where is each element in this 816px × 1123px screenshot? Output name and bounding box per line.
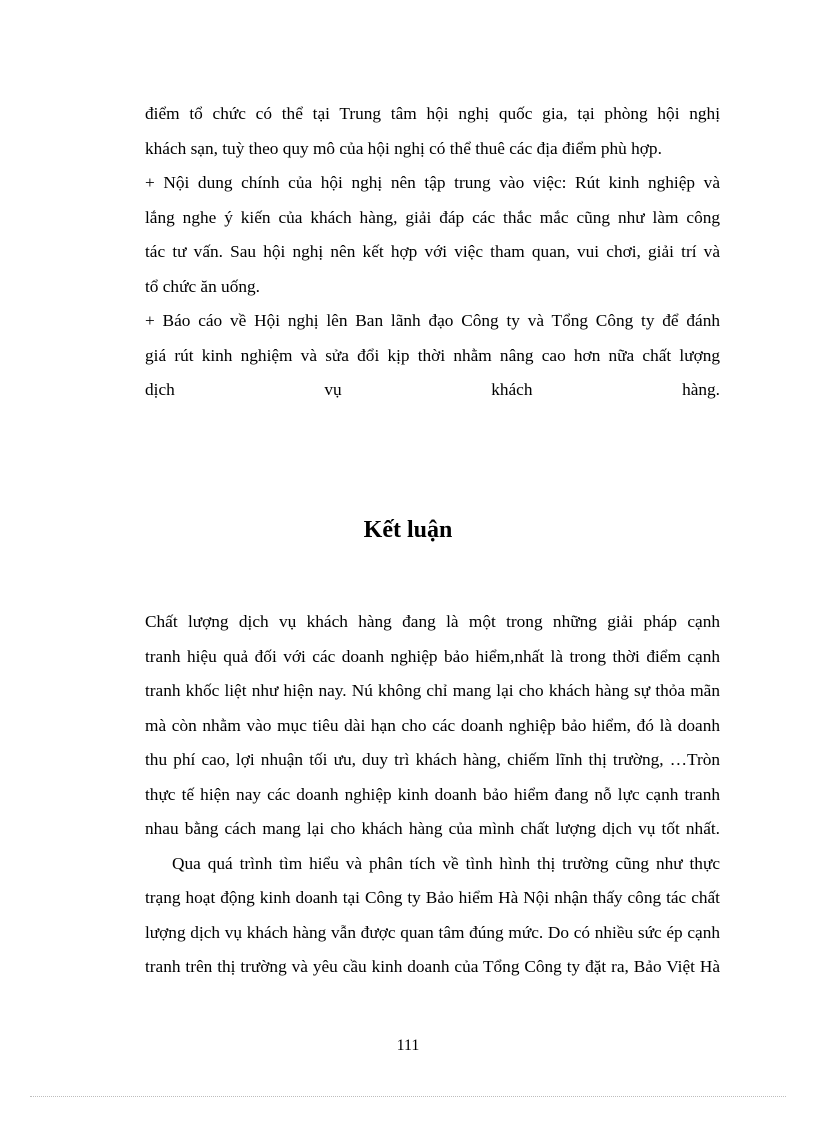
text-line: Chất lượng dịch vụ khách hàng đang là một trong những giải pháp cạnh: [145, 612, 720, 631]
page-bottom-divider: [30, 1096, 786, 1097]
conclusion-text: [145, 605, 720, 985]
text-line: + Nội dung chính của hội nghị nên tập trung vào việc: Rút kinh nghiệp và: [145, 173, 720, 192]
text-line: mà còn nhằm vào mục tiêu dài hạn cho các doanh nghiệp bảo hiểm, đó là doanh: [145, 715, 720, 735]
text-line: tranh khốc liệt như hiện nay. Nú không chỉ mang lại cho khách hàng sự thỏa mãn: [145, 681, 720, 700]
text-line: nhau bằng cách mang lại cho khách hàng của mình chất lượng dịch vụ tốt nhất.: [145, 819, 720, 838]
text-line: lắng nghe ý kiến của khách hàng, giải đáp các thắc mắc cũng như làm công: [145, 207, 720, 227]
text-line: + Báo cáo về Hội nghị lên Ban lãnh đạo Công ty và Tổng Công ty để đánh: [145, 311, 720, 330]
text-line: Qua quá trình tìm hiểu và phân tích về tình hình thị trường cũng như thực: [172, 853, 720, 873]
page-number: 111: [396, 1037, 420, 1054]
text-line: tổ chức ăn uống.: [145, 276, 260, 296]
text-line: lượng dịch vụ khách hàng vẫn được quan tâm đúng mức. Do có nhiều sức ép cạnh: [145, 922, 720, 942]
text-line: thu phí cao, lợi nhuận tối ưu, duy trì khách hàng, chiếm lĩnh thị trường, …Tròn: [145, 750, 720, 769]
text-line: tác tư vấn. Sau hội nghị nên kết hợp với việc tham quan, vui chơi, giải trí và: [145, 242, 720, 261]
section-continuation: [145, 97, 720, 408]
text-line: trạng hoạt động kinh doanh tại Công ty Bảo hiểm Hà Nội nhận thấy công tác chất: [145, 888, 720, 907]
text-line: thực tế hiện nay các doanh nghiệp kinh doanh bảo hiểm đang nỗ lực cạnh tranh: [145, 784, 720, 804]
text-line: giá rút kinh nghiệm và sửa đổi kịp thời nhằm nâng cao hơn nữa chất lượng: [145, 345, 720, 365]
conclusion-heading: Kết luận: [363, 517, 453, 543]
text-line: tranh trên thị trường và yêu cầu kinh doanh của Tổng Công ty đặt ra, Bảo Việt Hà: [145, 957, 720, 976]
text-line: tranh hiệu quả đối với các doanh nghiệp bảo hiểm,nhất là trong thời điểm cạnh: [145, 646, 720, 666]
text-line: khách sạn, tuỳ theo quy mô của hội nghị có thể thuê các địa điểm phù hợp.: [145, 138, 662, 158]
text-line: dịch vụ khách hàng.: [145, 380, 720, 399]
text-line: điểm tổ chức có thể tại Trung tâm hội nghị quốc gia, tại phòng hội nghị: [145, 104, 720, 123]
